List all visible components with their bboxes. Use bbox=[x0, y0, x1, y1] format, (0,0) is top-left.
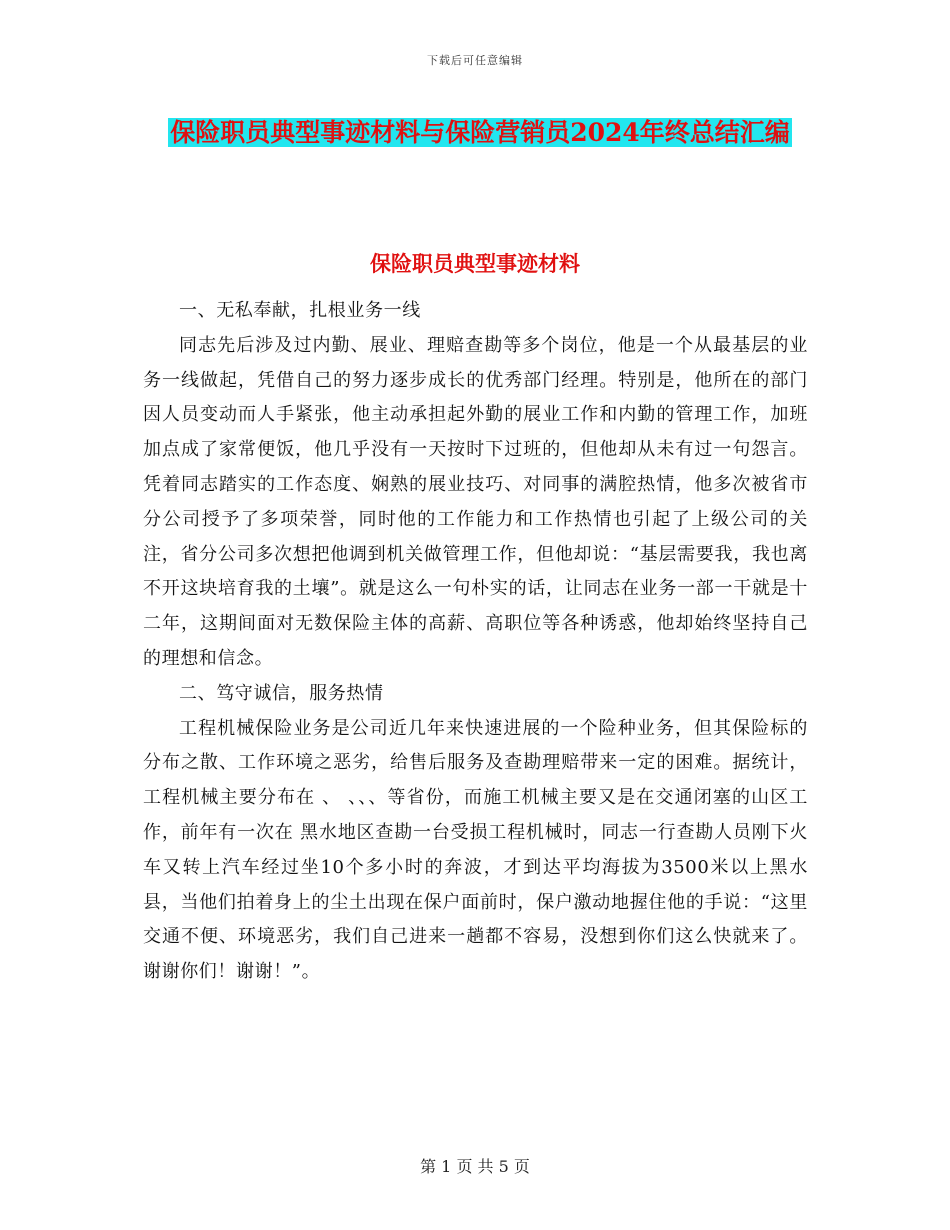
document-body bbox=[143, 294, 808, 990]
body-paragraph: 工程机械保险业务是公司近几年来快速进展的一个险种业务，但其保险标的分布之散、工作环境之恶劣，给售后服务及查勘理赔带来一定的困难。据统计，工程机械主要分布在 、 、、、等省份，而施工机械主要又是在交通闭塞的山区工作，前年有一次在 黑水地区查勘一台受损工程机械时，同志一行查勘人员刚下火车又转上汽车经过坐10个多小时的奔波，才到达平均海拔为3500米以上黑水县，当他们拍着身上的尘土出现在保户面前时，保户激动地握住他的手说：“这里交通不便、环境恶劣，我们自己进来一趟都不容易，没想到你们这么快就来了。谢谢你们！谢谢！”。 bbox=[143, 717, 808, 983]
page-footer: 第 1 页 共 5 页 bbox=[420, 1157, 530, 1176]
section-heading: 二、笃守诚信，服务热情 bbox=[179, 682, 384, 704]
header-note: 下载后可任意编辑 bbox=[427, 54, 523, 67]
body-paragraph: 同志先后涉及过内勤、展业、理赔查勘等多个岗位，他是一个从最基层的业务一线做起，凭借自己的努力逐步成长的优秀部门经理。特别是，他所在的部门因人员变动而人手紧张，他主动承担起外勤的展业工作和内勤的管理工作，加班加点成了家常便饭，他几乎没有一天按时下过班的，但他却从未有过一句怨言。凭着同志踏实的工作态度、娴熟的展业技巧、对同事的满腔热情，他多次被省市分公司授予了多项荣誉，同时他的工作能力和工作热情也引起了上级公司的关注，省分公司多次想把他调到机关做管理工作，但他却说：“基层需要我，我也离不开这块培育我的土壤”。就是这么一句朴实的话，让同志在业务一部一干就是十二年，这期间面对无数保险主体的高薪、高职位等各种诱惑，他却始终坚持自己的理想和信念。 bbox=[143, 334, 808, 669]
section-heading: 一、无私奉献，扎根业务一线 bbox=[179, 300, 421, 321]
section-title: 保险职员典型事迹材料 bbox=[370, 251, 580, 276]
document-title-text: 保险职员典型事迹材料与保险营销员2024年终总结汇编 bbox=[170, 118, 790, 147]
document-title bbox=[150, 110, 810, 156]
